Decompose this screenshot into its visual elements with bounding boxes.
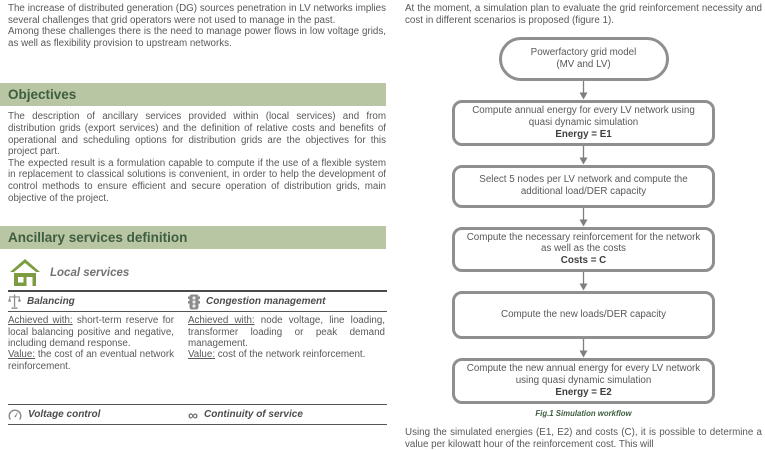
service-name: Voltage control <box>28 409 101 421</box>
achieved-with-text: Achieved with: short-term reserve for local balancing positive and negative, including demand response. <box>8 315 174 349</box>
flow-arrow-icon <box>578 339 589 358</box>
flow-step-4 <box>452 291 715 339</box>
flow-start-line2: (MV and LV) <box>556 59 611 71</box>
flow-arrow-icon <box>578 272 589 291</box>
infinity-icon: ∞ <box>188 406 198 423</box>
service-name: Balancing <box>27 296 75 308</box>
service-balancing-header <box>8 294 188 310</box>
flow-step-3 <box>452 227 715 272</box>
right-column <box>405 0 762 450</box>
flow-step-5 <box>452 358 715 404</box>
flow-step-emphasis: Energy = E1 <box>555 128 612 140</box>
intro-paragraph-2: Among these challenges there is the need to manage power flows in low voltage grids, as well as flexibility provision to upstream networks. <box>8 26 386 49</box>
flow-step-emphasis: Costs = C <box>560 255 607 267</box>
traffic-light-icon <box>188 294 200 310</box>
service-congestion-header <box>188 294 387 310</box>
simulation-intro-paragraph: At the moment, a simulation plan to evaluate the grid reinforcement necessity and cost in different scenarios is proposed (figure 1). <box>405 3 762 26</box>
achieved-with-text: Achieved with: node voltage, line loading, transformer loading or peak demand management. <box>188 315 385 349</box>
flow-step-text: Compute the new loads/DER capacity <box>501 309 666 321</box>
figure-caption: Fig.1 Simulation workflow <box>535 408 632 418</box>
flow-arrow-icon <box>578 146 589 165</box>
flow-step-1 <box>452 100 715 145</box>
service-balancing-description <box>8 315 188 372</box>
local-services-row <box>10 258 386 288</box>
flow-step-2 <box>452 165 715 208</box>
service-name: Continuity of service <box>203 409 303 421</box>
ancillary-heading: Ancillary services definition <box>0 226 386 249</box>
value-text: Value: the cost of an eventual network reinforcement. <box>8 349 174 372</box>
services-footer-row <box>8 405 387 424</box>
flow-start-line1: Powerfactory grid model <box>530 47 637 59</box>
simulation-workflow-diagram <box>405 37 762 418</box>
service-voltage-header <box>8 408 188 421</box>
flow-step-text: Compute the new annual energy for every LV network using quasi dynamic simulation <box>466 363 701 387</box>
flow-arrow-icon <box>578 208 589 227</box>
gauge-icon <box>8 408 22 421</box>
local-services-label: Local services <box>50 267 130 280</box>
objectives-paragraph-1: The description of ancillary services provided within (local services) and from distribution grids (export services) and the definition of relative costs and benefits of operational and scheduling options for distribution grids are the objectives for this project part. <box>8 111 386 158</box>
service-name: Congestion management <box>206 296 326 308</box>
flow-start-node <box>499 37 669 81</box>
services-table <box>8 290 387 425</box>
left-column <box>0 0 386 425</box>
flow-step-text: Compute the necessary reinforcement for the network as well as the costs <box>466 231 701 255</box>
flow-step-text: Compute annual energy for every LV network using quasi dynamic simulation <box>472 105 695 128</box>
service-continuity-header <box>188 408 387 422</box>
objectives-heading: Objectives <box>0 83 386 106</box>
value-text: Value: cost of the network reinforcement. <box>188 349 366 361</box>
services-header-row <box>8 292 387 311</box>
service-congestion-description <box>188 315 387 361</box>
outro-paragraph: Using the simulated energies (E1, E2) and costs (C), it is possible to determine a value per kilowatt hour of the reinforcement cost. This will <box>405 426 762 450</box>
scales-icon <box>8 294 21 310</box>
objectives-paragraph-2: The expected result is a formulation capable to compute if the use of a flexible system in replacement to classical solutions is convenient, in order to help the development of control methods to ensure efficient and secure operation of distribution grids, main objective of the project. <box>8 157 386 204</box>
services-body-row <box>8 312 387 404</box>
flow-step-emphasis: Energy = E2 <box>555 386 612 398</box>
intro-paragraph-1: The increase of distributed generation (DG) sources penetration in LV networks implies several challenges that grid operators were not used to manage in the past. <box>8 3 386 26</box>
flow-step-text: Select 5 nodes per LV network and compute the additional load/DER capacity <box>479 174 688 198</box>
house-icon <box>10 259 40 287</box>
flow-arrow-icon <box>578 81 589 100</box>
table-rule-bottom <box>8 424 387 425</box>
